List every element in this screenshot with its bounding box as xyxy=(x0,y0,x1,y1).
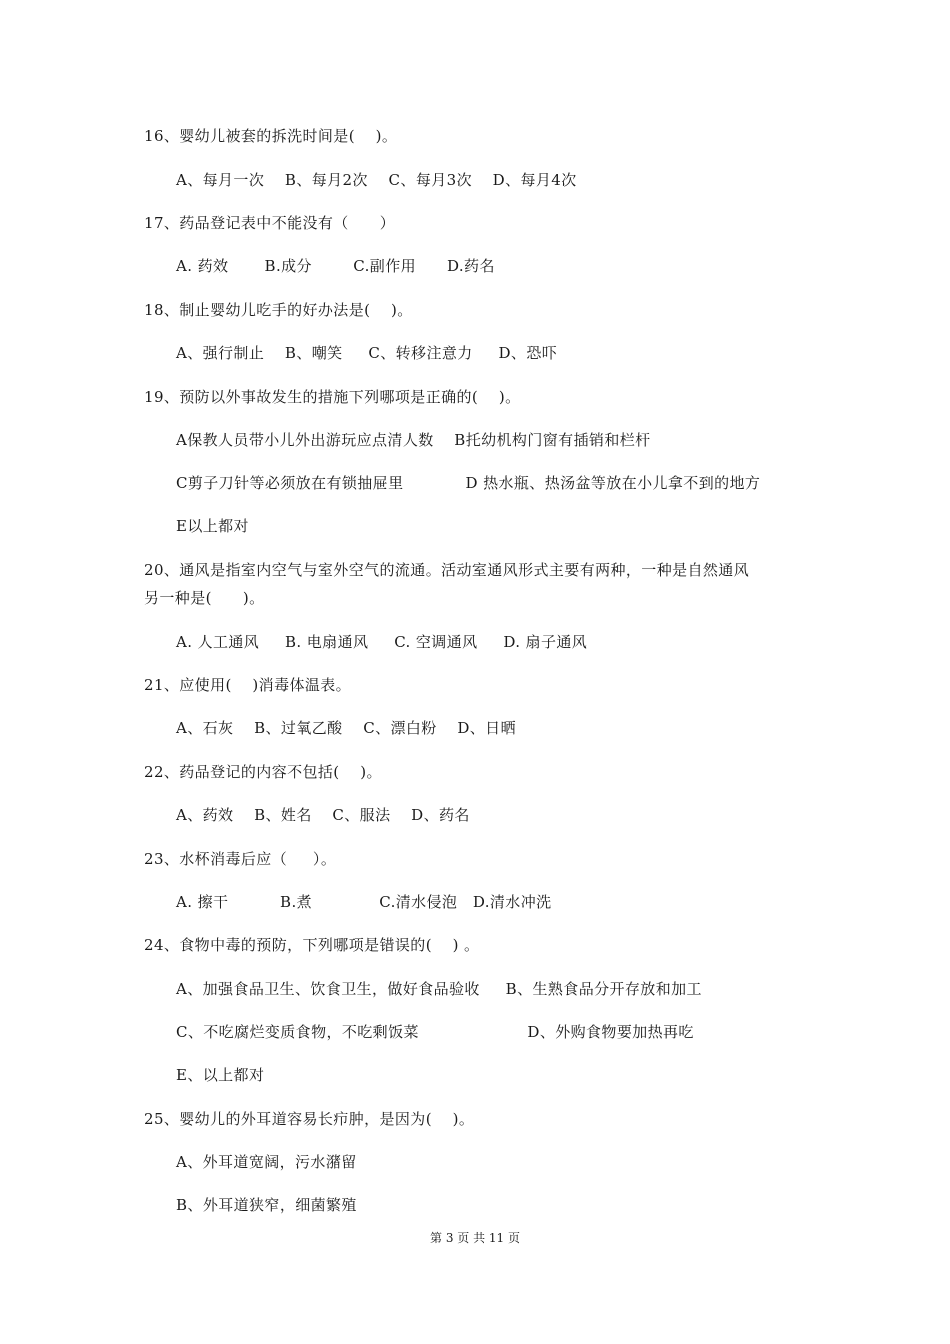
page-footer: 第 3 页 共 11 页 xyxy=(430,1231,520,1245)
question-16: 16、婴幼儿被套的拆洗时间是( )。 xyxy=(144,127,398,145)
question-24: 24、食物中毒的预防，下列哪项是错误的( ) 。 xyxy=(144,936,480,954)
question-20-line2: 另一种是( )。 xyxy=(144,589,265,607)
question-20-options: A. 人工通风 B. 电扇通风 C. 空调通风 D. 扇子通风 xyxy=(176,633,588,651)
question-25: 25、婴幼儿的外耳道容易长疖肿，是因为( )。 xyxy=(144,1110,475,1128)
question-16-options: A、每月一次 B、每月2次 C、每月3次 D、每月4次 xyxy=(176,171,577,189)
question-18: 18、制止婴幼儿吃手的好办法是( )。 xyxy=(144,301,413,319)
question-19: 19、预防以外事故发生的措施下列哪项是正确的( )。 xyxy=(144,388,521,406)
question-25-option-b: B、外耳道狭窄，细菌繁殖 xyxy=(176,1196,357,1214)
question-19-options-cd: C剪子刀针等必须放在有锁抽屉里 D 热水瓶、热汤盆等放在小儿拿不到的地方 xyxy=(176,474,761,492)
question-21: 21、应使用( )消毒体温表。 xyxy=(144,676,352,694)
question-24-option-e: E、以上都对 xyxy=(176,1066,265,1084)
question-22: 22、药品登记的内容不包括( )。 xyxy=(144,763,382,781)
question-22-options: A、药效 B、姓名 C、服法 D、药名 xyxy=(176,806,470,824)
question-17: 17、药品登记表中不能没有（ ） xyxy=(144,214,396,232)
question-17-options: A. 药效 B.成分 C.副作用 D.药名 xyxy=(176,257,495,275)
question-23-options: A. 擦干 B.煮 C.清水侵泡 D.清水冲洗 xyxy=(176,893,552,911)
question-18-options: A、强行制止 B、嘲笑 C、转移注意力 D、恐吓 xyxy=(176,344,558,362)
question-19-option-e: E以上都对 xyxy=(176,517,249,535)
question-19-options-ab: A保教人员带小儿外出游玩应点清人数 B托幼机构门窗有插销和栏杆 xyxy=(176,431,651,449)
question-24-options-cd: C、不吃腐烂变质食物，不吃剩饭菜 D、外购食物要加热再吃 xyxy=(176,1023,694,1041)
question-24-options-ab: A、加强食品卫生、饮食卫生，做好食品验收 B、生熟食品分开存放和加工 xyxy=(176,980,702,998)
question-21-options: A、石灰 B、过氧乙酸 C、漂白粉 D、日晒 xyxy=(176,719,516,737)
question-20-line1: 20、通风是指室内空气与室外空气的流通。活动室通风形式主要有两种，一种是自然通风 xyxy=(144,561,750,579)
question-25-option-a: A、外耳道宽阔，污水潴留 xyxy=(176,1153,357,1171)
question-23: 23、水杯消毒后应（ ）。 xyxy=(144,850,337,868)
